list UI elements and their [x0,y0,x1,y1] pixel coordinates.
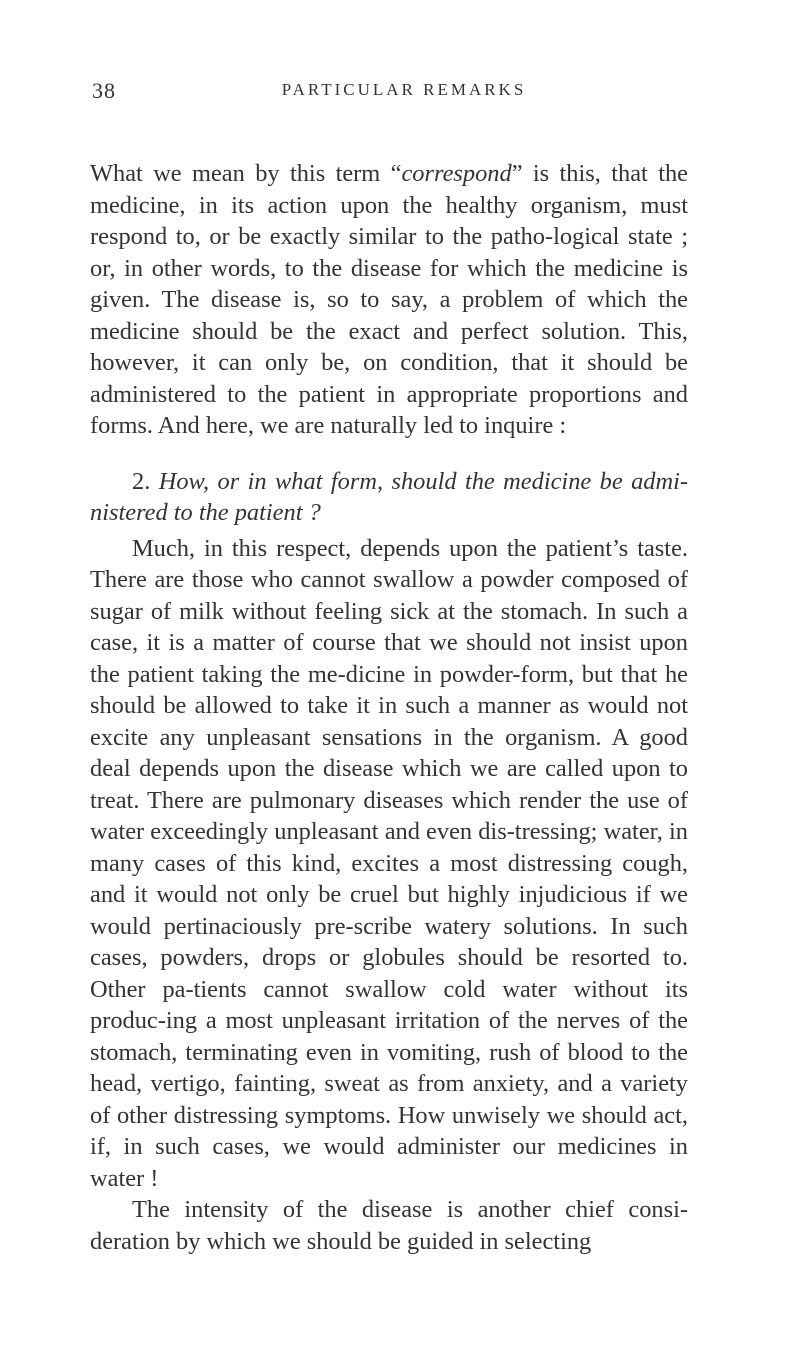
section-question: How, or in what form, should the medicine be admi-nistered to the patient ? [90,467,688,526]
page-number: 38 [92,78,116,103]
intro-text-before: What we mean by this term “ [90,160,402,187]
page-header [92,78,708,112]
body-text [90,158,688,1257]
section-question-heading [90,466,688,529]
italic-term-correspond: correspond [401,160,512,187]
running-head: PARTICULAR REMARKS [281,80,527,99]
section-number: 2. [132,467,151,495]
paragraph-continuation: The intensity of the disease is another chief consi-deration by which we should be guided in selecting [90,1196,688,1255]
paragraph-intro [90,158,688,442]
intro-text-after: ” is this, that the medicine, in its action upon the healthy organism, must respond to, or be exactly similar to the patho-logical state ; or, in other words, to the disease for which the medicine is given. The disease is, so to say, a problem of which the medicine should be the exact and perfect solution. This, however, it can only be, on condition, that it should be administered to the patient in appropriate proportions and forms. And here, we are naturally led to inquire : [90,160,688,439]
paragraph-body: Much, in this respect, depends upon the patient’s taste. There are those who cannot swallow a powder composed of sugar of milk without feeling sick at the stomach. In such a case, it is a matter of course that we should not insist upon the patient taking the me-dicine in powder-form, but that he should be allowed to take it in such a manner as would not excite any unpleasant sensations in the organism. A good deal depends upon the disease which we are called upon to treat. There are pulmonary diseases which render the use of water exceedingly unpleasant and even dis-tressing; water, in many cases of this kind, excites a most distressing cough, and it would not only be cruel but highly injudicious if we would pertinaciously pre-scribe watery solutions. In such cases, powders, drops or globules should be resorted to. Other pa-tients cannot swallow cold water without its produc-ing a most unpleasant irritation of the nerves of the stomach, terminating even in vomiting, rush of blood to the head, vertigo, fainting, sweat as from anxiety, and a variety of other distressing symptoms. How unwisely we should act, if, in such cases, we would administer our medicines in water ! [90,534,688,1192]
